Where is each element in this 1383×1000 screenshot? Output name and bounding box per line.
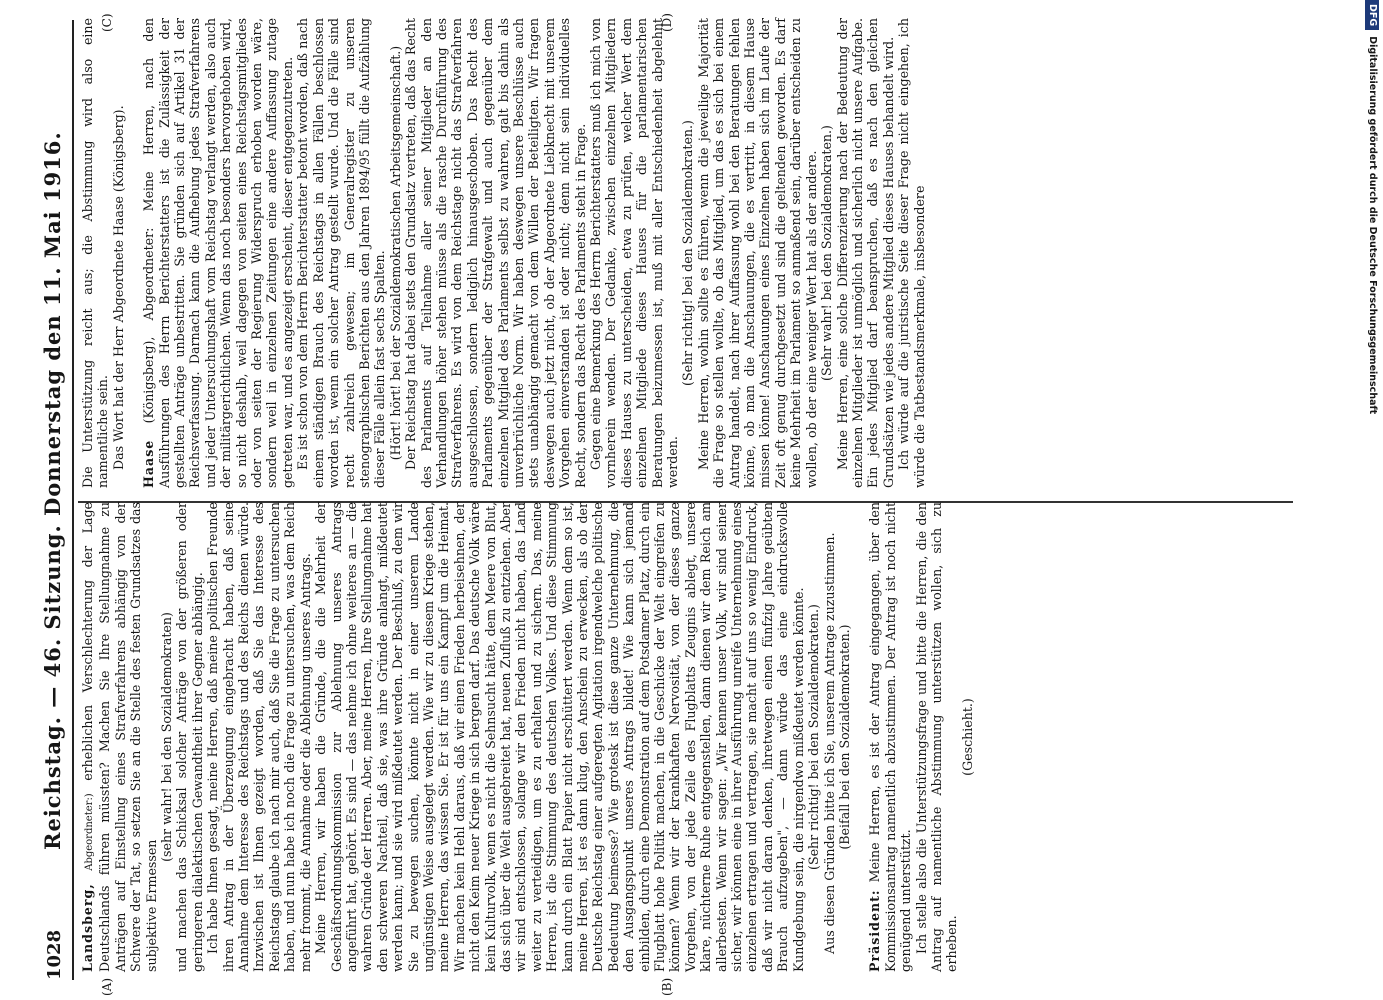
dfg-logo: DFG [1365,0,1379,30]
interjection: (Sehr wahr! bei den Sozialdemokraten.) [819,125,835,381]
page-title: Reichstag. — 46. Sitzung. Donnerstag den 11. Mai 1916. [40,131,65,850]
margin-mark-b: (B) [660,977,674,996]
right-column [80,18,927,488]
paragraph: Meine Herren, wohin sollte es führen, wenn die jeweilige Majorität die Frage so stellen wollte, ob das Mitglied, um das es sich bei einem Antrag handelt, nach ihrer Auffassung wohl bei den Beratungen fehlen könne, ob man die Anschauungen, die es vertritt, in diesem Hause missen könne! Anschauungen eines Einzelnen haben sich im Laufe der Zeit oft genug durchgesetzt und sind die geltenden geworden. Es darf keine Mehrheit im Parlament so anmaßend sein, darüber entscheiden zu wollen, ob der eine weniger Wert hat als der andere. [695,18,819,488]
paragraph: Die Unterstützung reicht aus; die Abstimmung wird also eine namentliche sein. [80,18,111,488]
speaker-paragraph [80,502,159,972]
paragraph: Aus diesen Gründen bitte ich Sie, unserem Antrage zuzustimmen. [821,532,837,954]
left-column [80,502,975,972]
header-rule [72,20,74,980]
paragraph-spacer [852,502,867,972]
margin-mark-d: (D) [660,13,674,32]
speaker-paragraph [141,18,295,488]
digitization-credit [1362,0,1382,1000]
margin-mark-a: (A) [100,977,114,996]
interjection: (sehr wahr! bei den Sozialdemokraten) [159,612,175,862]
speech-text: Meine Herren, es ist der Antrag eingegangen, über den Kommissionsantrag namentlich abzustimmen. Der Antrag ist noch nicht genügend unterstützt. [867,502,914,972]
credit-text: Digitalisierung gefördert durch die Deutsche Forschungsgemeinschaft [1367,36,1378,415]
speech-text: (Königsberg), Abgeordneter: Meine Herren, nach den Ausführungen des Herrn Berichterstatters ist die Zulässigkeit der gestellten Anträge unbestritten. Sie gründen sich auf Artikel 31 der Reichsverfassung. Darnach kann die Aufhebung jedes Strafverfahrens und jeder Untersuchungshaft vom Reichstag verlangt werden, also auch der militärgerichtlichen. Wenn das noch besonders hervorgehoben wird, so nicht deshalb, weil dagegen von seiten eines Reichstagsmitgliedes oder von seiten der Regierung Widerspruch erhoben worden wäre, sondern weil in einzelnen Zeitungen eine andere Auffassung zutage getreten war, und es angezeigt erscheint, dieser entgegenzutreten. [141,18,295,488]
speaker-name: Haase [141,439,157,488]
paragraph: Ich stelle also die Unterstützungsfrage und bitte die Herren, die den Antrag auf namentliche Abstimmung unterstützen wollen, sich zu erheben. [913,502,960,972]
speaker-role: Abgeordneter:) [84,793,95,871]
speaker-paragraph [867,502,913,972]
paragraph: Der Reichstag hat dabei stets den Grundsatz vertreten, daß das Recht des Parlaments auf Teilnahme aller seiner Mitglieder an den Verhandlungen höher stehen müsse als die rasche Durchführung des Strafverfahrens. Es wird von dem Reichstage nicht das Strafverfahren ausgeschlossen, sondern lediglich hinausgeschoben. Das Recht des Parlaments gegenüber der Strafgewalt und auch gegenüber dem einzelnen Mitglied des Parlaments selbst zu wahren, galt bis dahin als unverbrüchliche Norm. Wir haben deswegen unsere Beschlüsse auch stets unabhängig gemacht von dem Willen der Beteiligten. Wir fragen deswegen auch jetzt nicht, ob der Abgeordnete Liebknecht mit unserem Vorgehen einverstanden ist oder nicht; denn nicht sein individuelles Recht, sondern das Recht des Parlaments steht in Frage. [403,18,588,488]
speaker-name: Landsberg, [80,883,95,972]
speaker-name: Präsident: [867,889,883,972]
speech-text: erheblichen Verschlechterung der Lage Deutschlands führen müssten? Machen Sie Ihre Stellungnahme zu Anträgen auf Einstellung eines Strafverfahrens abhängig von der Schwere der Tat, so setzen Sie an die Stelle des festen Grundsatzes das subjektive Ermessen [80,502,159,972]
interjection: (Sehr richtig! bei den Sozialdemokraten.) [680,120,696,386]
paragraph: Meine Herren, eine solche Differenzierung nach der Bedeutung der einzelnen Mitglieder ist unmöglich und sicherlich nicht unsere Aufgabe. Ein jedes Mitglied darf beanspruchen, daß es nach den gleichen Grundsätzen wie jedes andere Mitglied dieses Hauses behandelt wird. [834,18,896,488]
paragraph: Ich habe Ihnen gesagt, meine Herren, daß meine politischen Freunde ihren Antrag in der Überzeugung eingebracht haben, daß seine Annahme dem Interesse des Reichstags und des Reichs dienen würde. Inzwischen ist Ihnen gezeigt worden, daß Sie das Interesse des Reichstags glaube ich nach mir auch, daß Sie die Frage zu untersuchen haben, und nun habe ich noch die Frage zu untersuchen, was dem Reich mehr frommt, die Annahme oder die Ablehnung unseres Antrags. [205,502,313,972]
interjection: (Sehr richtig! bei den Sozialdemokraten.) [806,604,822,870]
interjection: (Geschieht.) [959,698,975,776]
paragraph: Das Wort hat der Herr Abgeordnete Haase (Königsberg). [110,105,126,470]
page-header [40,20,70,980]
paragraph: und machen das Schicksal solcher Anträge von der größeren oder geringeren dialektischen Gewandtheit ihrer Gegner abhängig. [174,502,205,972]
margin-mark-c: (C) [100,13,114,32]
paragraph: Es ist schon von dem Herrn Berichterstatter betont worden, daß nach einem ständigen Brauch des Reichstags in allen Fällen beschlossen worden ist, wenn ein solcher Antrag gestellt wurde. Und die Fälle sind recht zahlreich gewesen; im Generalregister zu unseren stenographischen Berichten aus den Jahren 1894/95 füllt die Aufzählung dieser Fälle allein fast sechs Spalten. [295,18,388,488]
page-number: 1028 [44,929,65,980]
paragraph: Gegen eine Bemerkung des Herrn Berichterstatters muß ich mich von vornherein wenden. Der Gedanke, zwischen einzelnen Mitgliedern dieses Hauses zu unterscheiden, etwa zu prüfen, welcher Wert dem einzelnen Mitgliede dieses Hauses für die parlamentarischen Beratungen beizumessen ist, muß mit aller Entschiedenheit abgelehnt werden. [588,18,681,488]
paragraph: Meine Herren, wir haben die Gründe, die die Mehrheit der Geschäftsordnungskommission zur Ablehnung unseres Antrags angeführt hat, gehört. Es sind — das nehme ich ohne weiteres an — die wahren Gründe der Herren. Aber, meine Herren, Ihre Stellungnahme hat den schweren Nachteil, daß sie, was ihre Gründe anlangt, mißdeutet werden kann; und sie wird mißdeutet werden. Der Beschluß, zu dem wir Sie zu bewegen suchen, könnte nicht in einer unserem Lande ungünstigen Weise ausgelegt werden. Wie wir zu diesem Kriege stehen, meine Herren, das wissen Sie. Er ist für uns ein Kampf um die Heimat. Wir machen kein Hehl daraus, daß wir einen Frieden herbeisehnen, der nicht den Keim neuer Kriege in sich bergen darf. Das deutsche Volk wäre kein Kulturvolk, wenn es nicht die Sehnsucht hätte, dem Meere von Blut, das sich über die Welt ausgebreitet hat, neuen Zufluß zu entziehen. Aber wir sind entschlossen, solange wir den Frieden nicht haben, das Land weiter zu verteidigen, um es zu erhalten und zu sichern. Das, meine Herren, ist die Stimmung des deutschen Volkes. Und diese Stimmung kann durch ein Blatt Papier nicht erschüttert werden. Wenn dem so ist, meine Herren, ist es dann klug, den Anschein zu erwecken, als ob der Deutsche Reichstag einer aufgeregten Agitation irgendwelche politische Bedeutung beimesse? Wie grotesk ist diese ganze Unternehmung, die den Ausgangspunkt unseres Antrags bildet! Wie kann sich jemand einbilden, durch eine Demonstration auf dem Potsdamer Platz, durch ein Flugblatt hohe Politik machen, in die Geschicke der Welt eingreifen zu können? Wenn wir der krankhaften Nervosität, von der dieses ganze Vorgehen, von der jede Zeile des Flugblatts Zeugnis ablegt, unsere klare, nüchterne Ruhe entgegenstellen, dann dienen wir dem Reich am allerbesten. Wenn wir sagen: „Wir kennen unser Volk, wir sind seiner sicher, wir können eine in ihrer Ausführung unreife Unternehmung eines einzelnen ertragen und vertragen, sie macht auf uns so wenig Eindruck, daß wir nicht daran denken, ihretwegen einen fünfzig Jahre geübten Brauch aufzugeben", — dann würde das eine eindrucksvolle Kundgebung sein, die nirgendwo mißdeutet werden könnte. [313,502,806,972]
interjection: (Beifall bei den Sozialdemokraten.) [836,624,852,850]
paragraph: Ich würde auf die juristische Seite dieser Frage nicht eingehen, ich würde die Tatbestandsmerkmale, insbesondere [896,18,927,488]
paragraph-spacer [126,18,141,488]
interjection: (Hört! hört! bei der Sozialdemokratischen Arbeitsgemeinschaft.) [387,45,403,461]
